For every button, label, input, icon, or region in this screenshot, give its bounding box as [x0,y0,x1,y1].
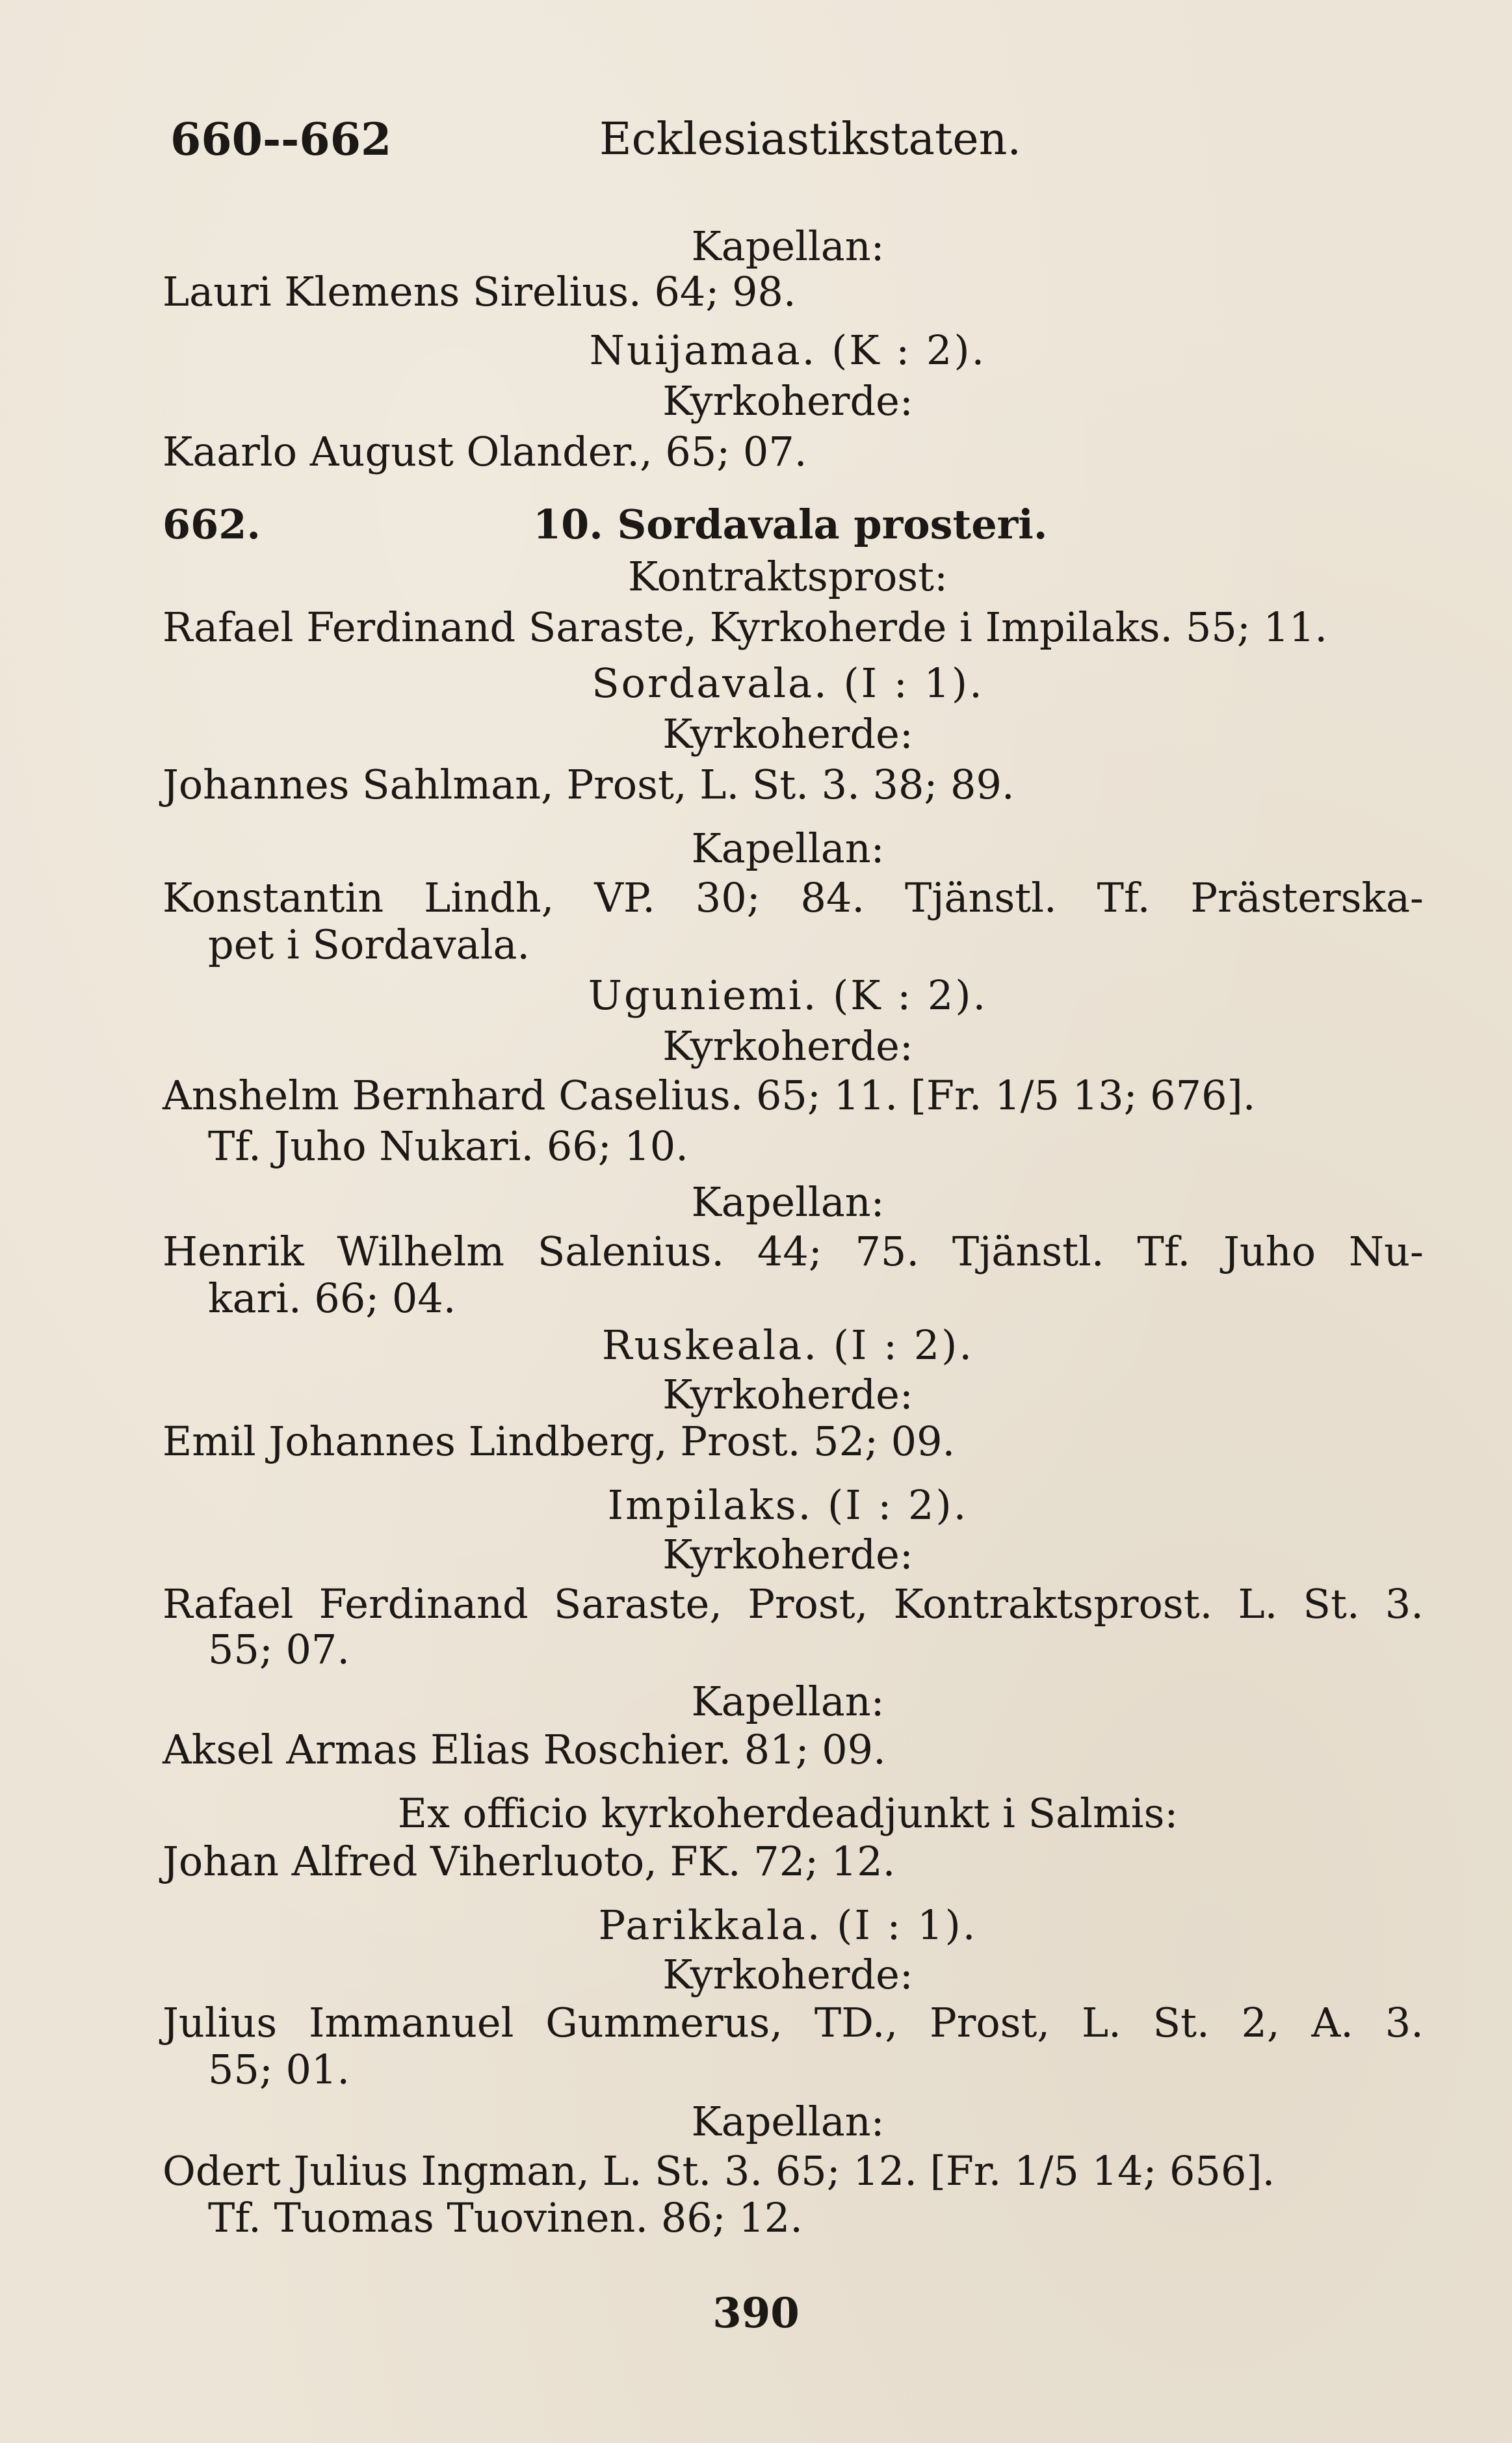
role-heading: Kapellan: [691,825,885,872]
running-title: Ecklesiastikstaten. [599,114,1022,165]
role-heading: Kontraktsprost: [627,553,948,600]
page-range: 660--662 [170,114,392,166]
parish-heading: Impilaks. (I : 2). [607,1481,969,1529]
section-number: 662. [163,501,261,548]
entry-continuation: 55; 07. [208,1626,350,1673]
entry-line: Johan Alfred Viherluoto, FK. 72; 12. [163,1838,896,1885]
entry-line: Johannes Sahlman, Prost, L. St. 3. 38; 89. [163,761,1015,808]
parish-heading: Nuijamaa. (K : 2). [589,326,987,374]
parish-heading: Uguniemi. (K : 2). [588,971,988,1019]
entry-line: Konstantin Lindh, VP. 30; 84. Tjänstl. Tf. Prästerska- [163,874,1424,921]
entry-line: Anshelm Bernhard Caselius. 65; 11. [Fr. 1/5 13; 676]. [163,1072,1256,1119]
entry-continuation: Tf. Tuomas Tuovinen. 86; 12. [208,2194,803,2241]
entry-line: Kaarlo August Olander., 65; 07. [163,428,807,475]
entry-continuation: kari. 66; 04. [208,1274,456,1322]
parish-heading: Parikkala. (I : 1). [598,1901,978,1949]
role-heading: Kyrkoherde: [662,1951,913,1998]
section-heading: 10. Sordavala prosteri. [533,501,1048,548]
entry-line: Lauri Klemens Sirelius. 64; 98. [163,268,796,315]
page-number: 390 [712,2289,800,2338]
entry-line: Julius Immanuel Gummerus, TD., Prost, L. St. 2, A. 3. [163,1999,1424,2046]
entry-line: Aksel Armas Elias Roschier. 81; 09. [163,1726,886,1773]
entry-line: Rafael Ferdinand Saraste, Prost, Kontraktsprost. L. St. 3. [163,1580,1424,1628]
role-heading: Kapellan: [691,1678,885,1725]
role-heading: Ex officio kyrkoherdeadjunkt i Salmis: [397,1789,1179,1837]
role-heading: Kyrkoherde: [662,1371,913,1418]
role-heading: Kyrkoherde: [662,1022,913,1070]
role-heading: Kapellan: [691,1178,885,1226]
parish-heading: Ruskeala. (I : 2). [601,1321,974,1369]
entry-continuation: 55; 01. [208,2046,350,2093]
role-heading: Kapellan: [691,222,885,270]
entry-line: Emil Johannes Lindberg, Prost. 52; 09. [163,1418,956,1465]
entry-line: Rafael Ferdinand Saraste, Kyrkoherde i Impilaks. 55; 11. [163,603,1328,651]
role-heading: Kyrkoherde: [662,710,913,758]
entry-line: Henrik Wilhelm Salenius. 44; 75. Tjänstl. Tf. Juho Nu- [163,1228,1424,1275]
running-header [170,104,1405,176]
entry-line: Odert Julius Ingman, L. St. 3. 65; 12. [Fr. 1/5 14; 656]. [163,2147,1275,2195]
role-heading: Kapellan: [691,2098,885,2145]
entry-continuation: pet i Sordavala. [208,921,530,968]
entry-continuation: Tf. Juho Nukari. 66; 10. [208,1122,688,1170]
role-heading: Kyrkoherde: [662,1531,913,1578]
parish-heading: Sordavala. (I : 1). [592,659,984,707]
role-heading: Kyrkoherde: [662,377,913,425]
